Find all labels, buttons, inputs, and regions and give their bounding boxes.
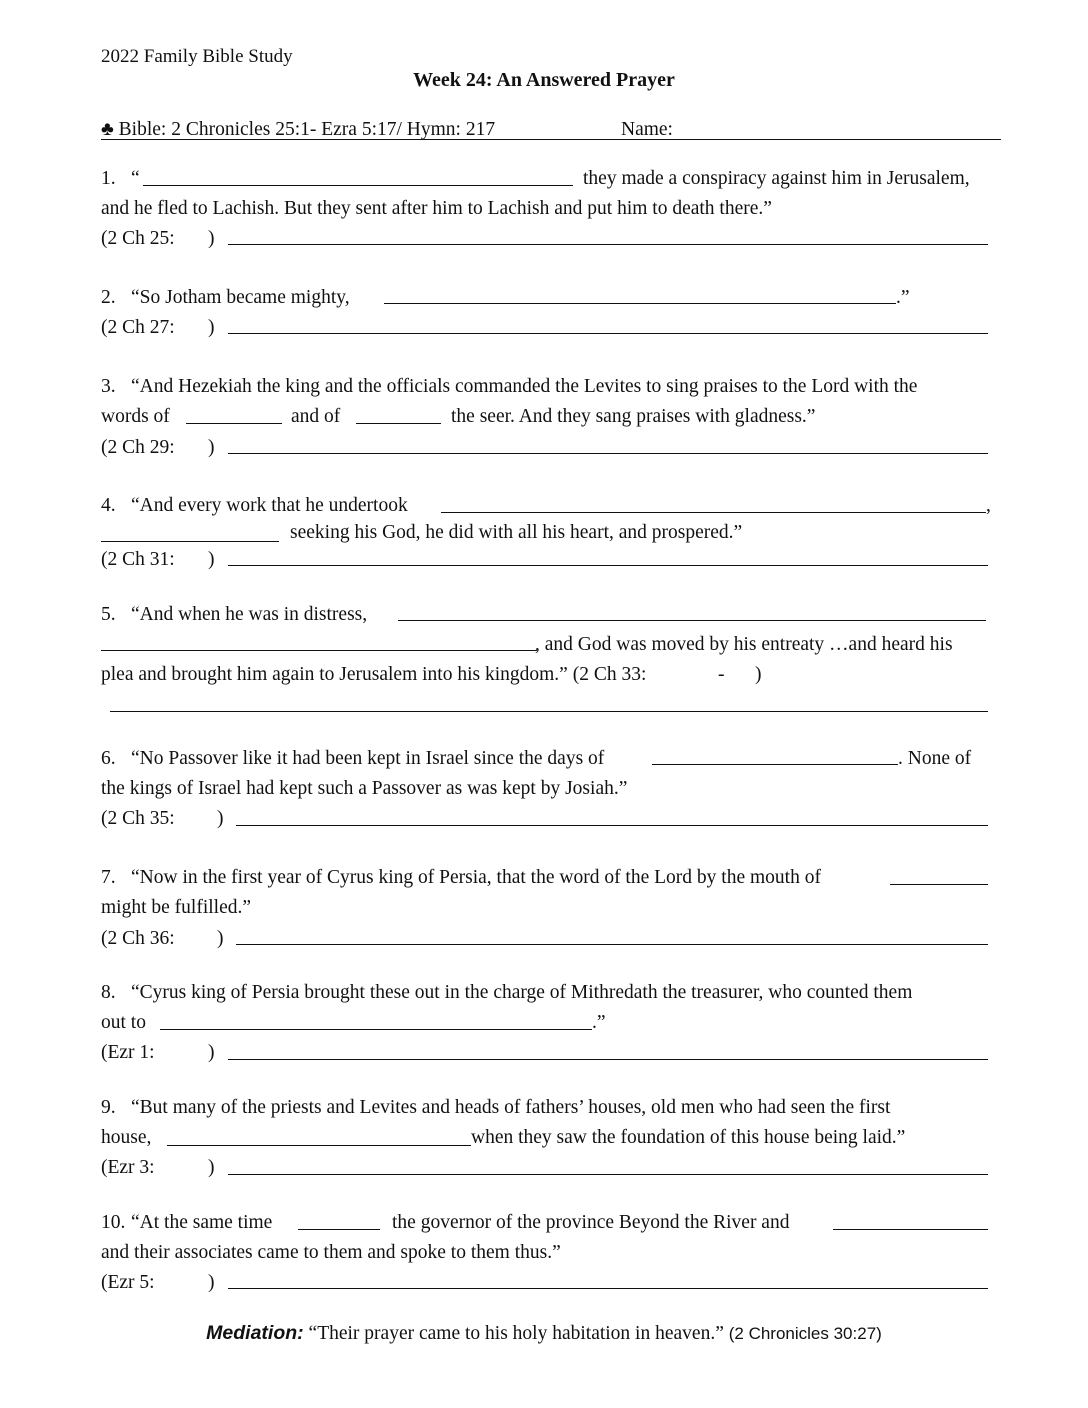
answer-blank[interactable] bbox=[167, 1145, 471, 1146]
question-number: 2. bbox=[101, 287, 116, 308]
reference-close: ) bbox=[208, 549, 215, 570]
question-text: the seer. And they sang praises with gladness.” bbox=[451, 406, 816, 427]
question-text: “At the same time bbox=[131, 1212, 273, 1233]
reference-label: (2 Ch 31: bbox=[101, 549, 175, 570]
answer-line[interactable] bbox=[228, 565, 988, 566]
answer-line[interactable] bbox=[228, 244, 988, 245]
question-number: 8. bbox=[101, 982, 116, 1003]
name-label: Name: bbox=[621, 119, 673, 140]
bible-row-underline bbox=[101, 139, 1001, 140]
question-text: . None of bbox=[898, 748, 972, 769]
question-text: house, bbox=[101, 1127, 152, 1148]
study-title: 2022 Family Bible Study bbox=[101, 46, 293, 67]
reference-label: (2 Ch 27: bbox=[101, 317, 175, 338]
question-number: 4. bbox=[101, 495, 116, 516]
answer-blank[interactable] bbox=[833, 1229, 988, 1230]
answer-blank[interactable] bbox=[298, 1229, 380, 1230]
question-text: they made a conspiracy against him in Jerusalem, bbox=[583, 168, 970, 189]
question-text: out to bbox=[101, 1012, 146, 1033]
reference-close: ) bbox=[208, 1042, 215, 1063]
answer-blank[interactable] bbox=[160, 1029, 592, 1030]
answer-line[interactable] bbox=[228, 453, 988, 454]
question-number: 9. bbox=[101, 1097, 116, 1118]
question-text: “Cyrus king of Persia brought these out in the charge of Mithredath the treasurer, who counted them bbox=[131, 982, 913, 1003]
answer-line[interactable] bbox=[228, 1288, 988, 1289]
answer-blank[interactable] bbox=[398, 620, 986, 621]
answer-line[interactable] bbox=[228, 1174, 988, 1175]
meditation-quote: “Their prayer came to his holy habitation in heaven.” bbox=[303, 1323, 729, 1344]
question-text: “So Jotham became mighty, bbox=[131, 287, 350, 308]
answer-line[interactable] bbox=[228, 333, 988, 334]
page-title: Week 24: An Answered Prayer bbox=[413, 69, 675, 91]
question-text: words of bbox=[101, 406, 170, 427]
question-text: “But many of the priests and Levites and heads of fathers’ houses, old men who had seen the first bbox=[131, 1097, 891, 1118]
answer-blank[interactable] bbox=[890, 884, 988, 885]
question-number: 3. bbox=[101, 376, 116, 397]
meditation-label: Mediation bbox=[206, 1322, 298, 1344]
question-text: seeking his God, he did with all his heart, and prospered.” bbox=[290, 522, 743, 543]
question-text: and their associates came to them and spoke to them thus.” bbox=[101, 1242, 561, 1263]
question-number: 10. bbox=[101, 1212, 126, 1233]
answer-line[interactable] bbox=[236, 944, 988, 945]
reference-close: ) bbox=[208, 1157, 215, 1178]
bible-reading-text: ♣ Bible: 2 Chronicles 25:1- Ezra 5:17/ Hymn: 217 bbox=[101, 119, 496, 140]
answer-blank[interactable] bbox=[441, 512, 986, 513]
answer-line[interactable] bbox=[228, 1059, 988, 1060]
question-text: and of bbox=[291, 406, 341, 427]
question-text: when they saw the foundation of this house being laid.” bbox=[471, 1127, 906, 1148]
reference-close: ) bbox=[208, 437, 215, 458]
reference-label: (Ezr 5: bbox=[101, 1272, 155, 1293]
question-text: “And every work that he undertook bbox=[131, 495, 408, 516]
reference-dash: - bbox=[718, 664, 725, 685]
question-text: and he fled to Lachish. But they sent after him to Lachish and put him to death there.” bbox=[101, 198, 772, 219]
question-number: 1. bbox=[101, 168, 116, 189]
question-text: .” bbox=[896, 287, 910, 308]
reference-close: ) bbox=[755, 664, 762, 685]
question-text: might be fulfilled.” bbox=[101, 897, 252, 918]
question-text: “And Hezekiah the king and the officials commanded the Levites to sing praises to the Lord with the bbox=[131, 376, 918, 397]
reference-close: ) bbox=[208, 317, 215, 338]
question-text: “No Passover like it had been kept in Israel since the days of bbox=[131, 748, 605, 769]
question-text: , and God was moved by his entreaty …and heard his bbox=[535, 634, 953, 655]
question-text: the kings of Israel had kept such a Passover as was kept by Josiah.” bbox=[101, 778, 628, 799]
answer-line[interactable] bbox=[110, 711, 988, 712]
reference-close: ) bbox=[208, 228, 215, 249]
question-text: , bbox=[986, 495, 991, 516]
meditation-verse bbox=[0, 1322, 1088, 1345]
answer-blank[interactable] bbox=[101, 541, 279, 542]
reference-label: (2 Ch 25: bbox=[101, 228, 175, 249]
question-number: 6. bbox=[101, 748, 116, 769]
answer-blank[interactable] bbox=[652, 764, 898, 765]
reference-close: ) bbox=[217, 808, 224, 829]
question-text: “And when he was in distress, bbox=[131, 604, 368, 625]
answer-blank[interactable] bbox=[143, 185, 573, 186]
question-text: “Now in the first year of Cyrus king of Persia, that the word of the Lord by the mouth of bbox=[131, 867, 821, 888]
question-text: plea and brought him again to Jerusalem into his kingdom.” (2 Ch 33: bbox=[101, 664, 647, 685]
question-text: “ bbox=[131, 168, 140, 189]
answer-line[interactable] bbox=[236, 825, 988, 826]
reference-label: (2 Ch 29: bbox=[101, 437, 175, 458]
question-number: 7. bbox=[101, 867, 116, 888]
reference-label: (Ezr 1: bbox=[101, 1042, 155, 1063]
bible-reading bbox=[101, 119, 495, 141]
question-text: .” bbox=[592, 1012, 606, 1033]
question-number: 5. bbox=[101, 604, 116, 625]
meditation-reference: (2 Chronicles 30:27) bbox=[728, 1324, 882, 1343]
reference-close: ) bbox=[217, 928, 224, 949]
answer-blank[interactable] bbox=[384, 303, 896, 304]
reference-close: ) bbox=[208, 1272, 215, 1293]
reference-label: (Ezr 3: bbox=[101, 1157, 155, 1178]
answer-blank[interactable] bbox=[356, 423, 441, 424]
meditation-colon: : bbox=[297, 1322, 304, 1344]
answer-blank[interactable] bbox=[101, 650, 537, 651]
reference-label: (2 Ch 36: bbox=[101, 928, 175, 949]
answer-blank[interactable] bbox=[186, 423, 282, 424]
reference-label: (2 Ch 35: bbox=[101, 808, 175, 829]
question-text: the governor of the province Beyond the River and bbox=[392, 1212, 790, 1233]
